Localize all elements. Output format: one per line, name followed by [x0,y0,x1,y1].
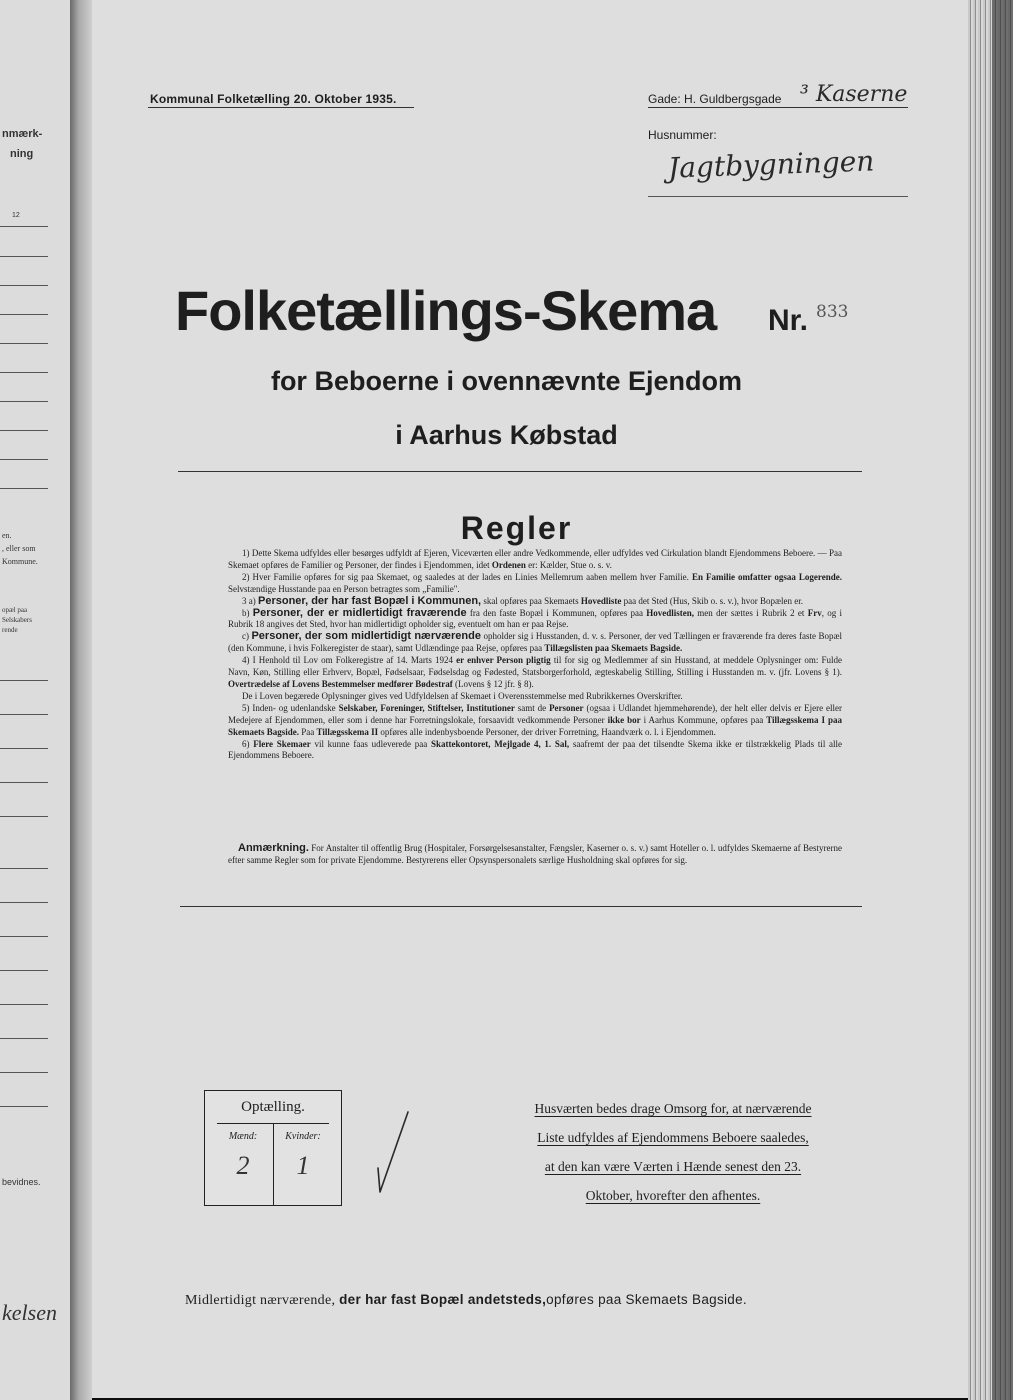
left-page-rule [0,748,48,749]
landlord-instruction-line: Oktober, hvorefter den afhentes. [585,1188,761,1203]
rule-4-continued: De i Loven begærede Oplysninger gives ved Udfyldelsen af Skemaet i Overensstemmelse med Rubrikkernes Overskrifter. [242,690,683,701]
left-page-rule [0,401,48,402]
men-count-field[interactable]: 2 [236,1151,250,1180]
rule-1: 1) Dette Skema udfyldes eller besørges udfyldt af Ejeren, Viceværten eller andre Vedkommende, eller udfyldes ved Cirkulation blandt Ejendommens Beboere. — Paa Skemaet opføres de Familier og Personer, der findes i Ejendommen, idet Ordenen er: Kælder, Stue o. s. v. [228,548,842,570]
left-page-rule [0,314,48,315]
left-page-rule [0,459,48,460]
form-number: 833 [816,302,849,322]
left-page-signature: kelsen [2,1300,57,1325]
left-page-rule [0,488,48,489]
page-edge-shadow [992,0,1013,1400]
house-number-field-line [648,196,908,197]
left-page-rule [0,816,48,817]
left-page-rule [0,256,48,257]
form-title: Folketællings-Skema [175,279,717,342]
rule-6: 6) Flere Skemaer vil kunne faas udleverede paa Skattekontoret, Mejlgade 4, 1. Sal, saafremt der paa det tilsendte Skema ikke er tilstrækkelig Plads til alle Ejendommens Beboere. [228,738,843,761]
left-page-rule [0,936,48,937]
left-page-rule [0,226,48,227]
landlord-instruction [505,1094,841,1210]
left-page-text: ning [10,148,34,160]
left-facing-page [0,0,70,1400]
left-page-rule [0,1106,48,1107]
landlord-instruction-line: Liste udfyldes af Ejendommens Beboere saaledes, [537,1130,809,1145]
rule-2: 2) Hver Familie opføres for sig paa Skemaet, og saaledes at der lades en Linies Mellemrum aaben mellem hver Familie. En Familie omfatter ogsaa Logerende. Selvstændige Husstande paa en Person betragtes som „Familie". [228,571,842,594]
header-underline [148,107,414,108]
landlord-instruction-line: at den kan være Værten i Hænde senest den 23. [544,1159,802,1174]
left-page-rule [0,680,48,681]
left-page-rule [0,868,48,869]
left-page-text: 12 [12,212,20,219]
left-page-rule [0,343,48,344]
left-page-text: Selskabers [2,616,32,624]
left-page-text: Kommune. [2,557,38,566]
left-page-text: rende [2,626,18,634]
left-page-rule [0,970,48,971]
left-page-text: , eller som [2,544,36,553]
count-box [204,1090,342,1206]
rule-4: 4) I Henhold til Lov om Folkeregistre af 14. Marts 1924 er enhver Person pligtig til for sig og Medlemmer af sin Husstand, at meddele Oplysninger om: Fulde Navn, Køn, Stilling eller Erhverv, Bopæl, Fødselsaar, Fødselsdag og Fødested, Statsborgerforhold, ægteskabelig Stilling, Stilling i Husstanden m. v. (jfr. Lovens § 1). Overtrædelse af Lovens Bestemmelser medfører Bødestraf (Lovens § 12 jfr. § 8). [228,655,843,689]
left-page-rule [0,714,48,715]
women-label: Kvinder: [285,1131,321,1142]
count-box-title: Optælling. [241,1099,305,1115]
rules-body [228,548,842,762]
divider [180,906,862,907]
census-header: Kommunal Folketælling 20. Oktober 1935. [150,92,397,106]
rule-3c: c) Personer, der som midlertidigt nærværende opholder sig i Husstanden, d. v. s. Personer, der ved Tællingen er fraværende fra deres faste Bopæl (den Kommune, i hvis Folkeregister de staar), samt Udlændinge paa Rejse, opføres paa Tillægslisten paa Skemaets Bagside. [228,630,842,654]
remark-text: For Anstalter til offentlig Brug (Hospitaler, Forsørgelsesanstalter, Fængsler, Kaserner o. s. v.) samt Hoteller o. l. udfyldes Skemaerne af Bestyrerne efter samme Regler som for private Ejendomme. Bestyrerens eller Opsynspersonalets særlige Husholdning skal opføres for sig. [228,843,842,865]
form-number-label: Nr. [768,304,809,337]
left-page-rule [0,1072,48,1073]
rule-3b: b) Personer, der er midlertidigt fraværende fra den faste Bopæl i Kommunen, opføres paa Hovedlisten, men der sættes i Rubrik 2 et Frv, og i Rubrik 18 angives det Sted, hvor han midlertidigt opholder sig, eventuelt om han er paa Rejse. [228,606,843,630]
checkmark-icon [372,1108,412,1198]
street-label: Gade: H. Guldbergsgade [648,92,782,106]
left-page-rule [0,902,48,903]
footer-note [185,1292,747,1309]
footer-part: opføres paa Skemaets Bagside. [546,1292,747,1307]
men-label: Mænd: [228,1131,258,1142]
house-number-label: Husnummer: [648,128,717,142]
left-page-text: bevidnes. [2,1177,41,1187]
left-page-text: nmærk- [2,128,43,140]
left-page-text: opæl paa [2,606,28,614]
street-handwritten-value[interactable]: ³ Kaserne [800,82,908,107]
form-subtitle-city: i Aarhus Købstad [395,420,618,450]
landlord-instruction-line: Husværten bedes drage Omsorg for, at nærværende [534,1101,812,1116]
left-page-rule [0,782,48,783]
rule-5: 5) Inden- og udenlandske Selskaber, Foreninger, Stiftelser, Institutioner samt de Personer (ogsaa i Udlandet hjemmehørende), der helt eller delvis er Ejere eller Medejere af Ejendommen, eller som i denne har Forretningslokale, forsaavidt vedkommende Personer ikke bor i Aarhus Kommune, opføres paa Tillægsskema I paa Skemaets Bagside. Paa Tillægsskema II opføres alle indenbysboende Personer, der driver Forretning, Haandværk o. l. i Ejendommen. [228,702,843,737]
remark-note [228,842,842,866]
count-box-column-divider [273,1123,274,1205]
women-count-field[interactable]: 1 [296,1151,310,1180]
street-field-line [648,107,908,108]
remark-label: Anmærkning. [238,842,309,854]
footer-part-bold: der har fast Bopæl andetsteds, [339,1292,547,1307]
divider [178,471,862,472]
form-subtitle: for Beboerne i ovennævnte Ejendom [270,366,743,396]
rules-heading: Regler [460,510,573,546]
left-page-text: en. [2,531,12,540]
house-number-handwritten-value[interactable]: Jagtbygningen [667,144,875,185]
left-page-rule [0,1038,48,1039]
book-gutter [70,0,92,1400]
left-page-rule [0,285,48,286]
footer-part: Midlertidigt nærværende, [185,1293,336,1308]
rule-3a: 3 a) Personer, der har fast Bopæl i Kommunen, skal opføres paa Skemaets Hovedliste paa det Sted (Hus, Skib o. s. v.), hvor Bopælen er. [242,594,803,607]
left-page-rule [0,1004,48,1005]
